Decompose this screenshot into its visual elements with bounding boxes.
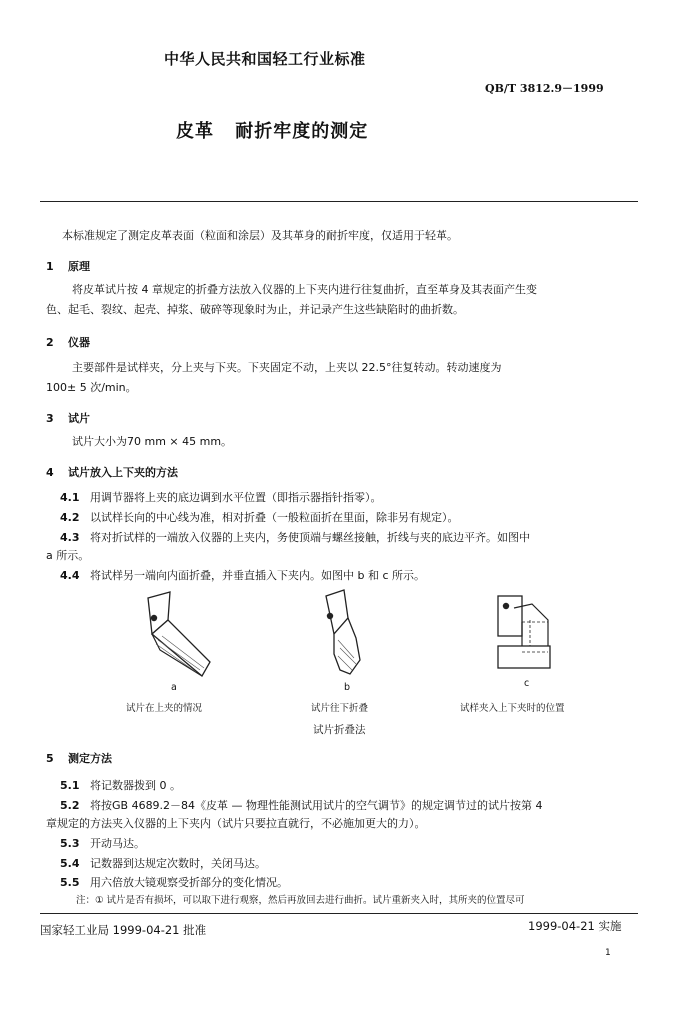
figure-b-drawing xyxy=(308,588,378,682)
section-5-heading xyxy=(46,750,112,766)
section-3-heading xyxy=(46,410,90,426)
section-1-title: 原理 xyxy=(68,260,90,273)
section-2-line-1: 主要部件是试样夹，分上夹与下夹。下夹固定不动，上夹以 22.5°往复转动。转动速度为 xyxy=(72,361,502,374)
clause-4-3-continued: a 所示。 xyxy=(46,549,90,562)
section-4-title: 试片放入上下夹的方法 xyxy=(68,466,178,479)
figure-a-drawing xyxy=(130,590,220,682)
note-text: 注：① 试片是否有损坏，可以取下进行观察，然后再放回去进行曲折。试片重新夹入时，其所夹的位置尽可 xyxy=(76,895,525,906)
clause-4-1: 4.1 用调节器将上夹的底边调到水平位置（即指示器指针指零）。 xyxy=(60,491,382,504)
section-5-title: 测定方法 xyxy=(68,752,112,765)
clause-4-3: 4.3 将对折试样的一端放入仪器的上夹内，务使顶端与螺丝接触，折线与夹的底边平齐。如图中 xyxy=(60,531,530,544)
header-divider xyxy=(40,201,638,202)
clause-5-4: 5.4 记数器到达规定次数时，关闭马达。 xyxy=(60,857,266,870)
clause-4-2: 4.2 以试样长向的中心线为准，相对折叠（一般粒面折在里面，除非另有规定）。 xyxy=(60,511,459,524)
figure-c-drawing xyxy=(490,592,560,676)
section-3-line-1: 试片大小为70 mm × 45 mm。 xyxy=(72,435,233,448)
figure-b-caption: 试片往下折叠 xyxy=(311,703,369,714)
section-1-number: 1 xyxy=(46,260,54,273)
figure-a-caption: 试片在上夹的情况 xyxy=(126,703,203,714)
clause-5-1: 5.1 将记数器拨到 0 。 xyxy=(60,779,181,792)
clause-5-5: 5.5 用六倍放大镜观察受折部分的变化情况。 xyxy=(60,876,288,889)
clause-4-4: 4.4 将试样另一端向内面折叠，并垂直插入下夹内。如图中 b 和 c 所示。 xyxy=(60,569,426,582)
clause-5-2: 5.2 将按GB 4689.2－84《皮革 — 物理性能测试用试片的空气调节》的规定调节过的试片按第 4 xyxy=(60,799,543,812)
approval-date: 国家轻工业局 1999-04-21 批准 xyxy=(40,923,207,937)
section-3-title: 试片 xyxy=(68,412,90,425)
section-2-title: 仪器 xyxy=(68,336,90,349)
section-2-number: 2 xyxy=(46,336,54,349)
figure-a-label: a xyxy=(171,682,177,693)
section-1-line-2: 色、起毛、裂纹、起壳、掉浆、破碎等现象时为止，并记录产生这些缺陷时的曲折数。 xyxy=(46,303,464,316)
figure-b-label: b xyxy=(344,682,351,693)
figure-c-label: c xyxy=(524,678,530,689)
clause-5-2-continued: 章规定的方法夹入仪器的上下夹内（试片只要拉直就行，不必施加更大的力）。 xyxy=(46,817,426,830)
section-2-line-2: 100± 5 次/min。 xyxy=(46,381,137,394)
clause-5-3: 5.3 开动马达。 xyxy=(60,837,145,850)
figure-c-caption: 试样夹入上下夹时的位置 xyxy=(460,703,565,714)
section-3-number: 3 xyxy=(46,412,54,425)
document-title: 皮革 耐折牢度的测定 xyxy=(176,121,369,142)
section-2-heading xyxy=(46,334,90,350)
standard-number: QB/T 3812.9－1999 xyxy=(485,82,604,95)
page-number: 1 xyxy=(605,948,611,958)
issuing-authority-title: 中华人民共和国轻工行业标准 xyxy=(164,50,366,68)
section-5-number: 5 xyxy=(46,752,54,765)
section-4-heading xyxy=(46,464,178,480)
implementation-date: 1999-04-21 实施 xyxy=(528,919,622,933)
intro-paragraph: 本标准规定了测定皮革表面（粒面和涂层）及其革身的耐折牢度，仅适用于轻革。 xyxy=(62,229,458,242)
footer-divider xyxy=(40,913,638,914)
section-1-heading xyxy=(46,258,90,274)
figure-title: 试片折叠法 xyxy=(313,724,366,736)
section-1-line-1: 将皮革试片按 4 章规定的折叠方法放入仪器的上下夹内进行往复曲折，直至革身及其表面产生变 xyxy=(72,283,537,296)
section-4-number: 4 xyxy=(46,466,54,479)
